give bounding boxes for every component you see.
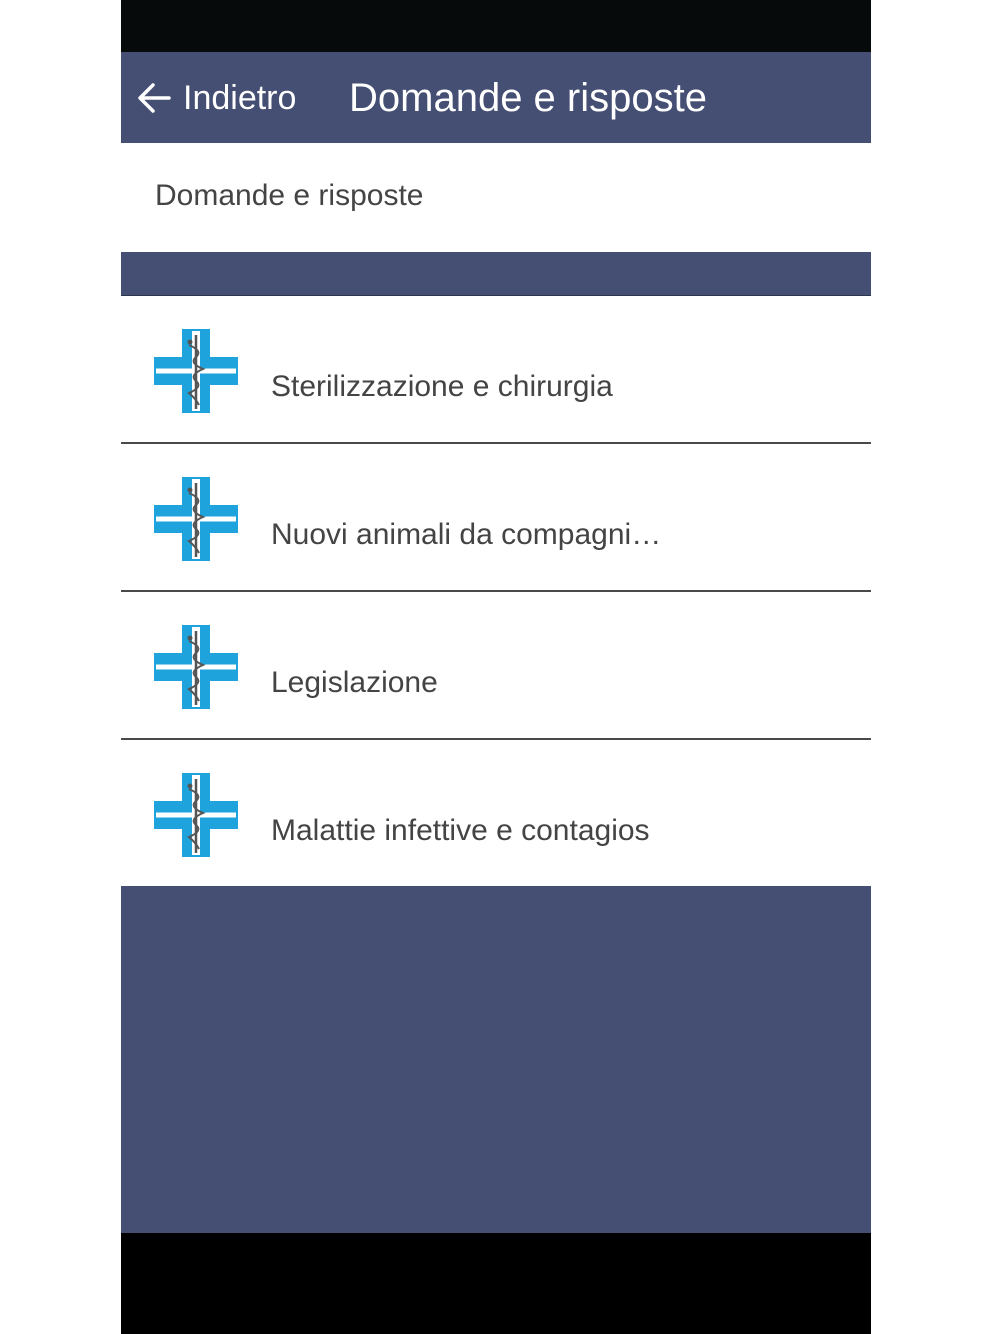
medical-cross-icon xyxy=(154,329,238,413)
topic-list xyxy=(121,296,871,888)
page-title: Domande e risposte xyxy=(349,76,707,120)
section-divider-band xyxy=(121,252,871,296)
list-item[interactable] xyxy=(121,444,871,592)
arrow-left-icon xyxy=(135,79,173,117)
empty-content-area xyxy=(121,886,871,1233)
list-item-label: Malattie infettive e contagios xyxy=(271,814,650,847)
list-item[interactable] xyxy=(121,296,871,444)
section-title: Domande e risposte xyxy=(155,179,424,212)
system-nav-bar xyxy=(121,1233,871,1334)
app-bar xyxy=(121,52,871,143)
list-item-label: Sterilizzazione e chirurgia xyxy=(271,370,613,403)
section-header xyxy=(121,143,871,252)
app-screen xyxy=(121,0,871,1334)
medical-cross-icon xyxy=(154,625,238,709)
list-item-label: Nuovi animali da compagni… xyxy=(271,518,662,551)
list-item-label: Legislazione xyxy=(271,666,438,699)
back-label: Indietro xyxy=(183,79,297,117)
list-item[interactable] xyxy=(121,592,871,740)
medical-cross-icon xyxy=(154,477,238,561)
back-button[interactable] xyxy=(135,76,296,120)
medical-cross-icon xyxy=(154,773,238,857)
status-bar xyxy=(121,0,871,52)
list-item[interactable] xyxy=(121,740,871,888)
